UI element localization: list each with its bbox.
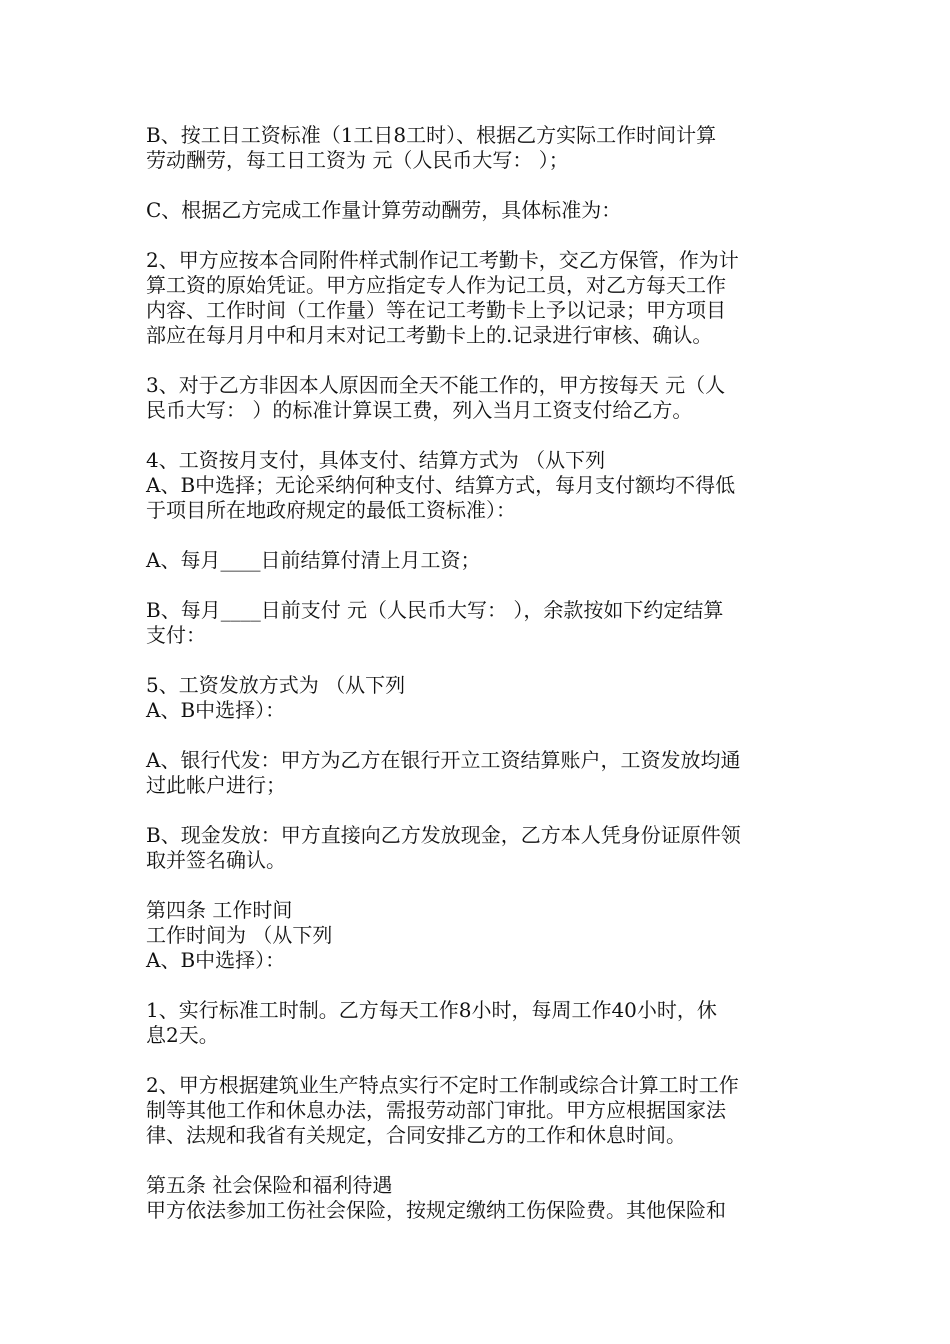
text-line: B、按工日工资标准（1工日8工时）、根据乙方实际工作时间计算 [146,123,717,147]
text-line: 民币大写： ）的标准计算误工费，列入当月工资支付给乙方。 [146,398,693,422]
text-line: B、每月____日前支付 元（人民币大写： ），余款按如下约定结算 [146,598,724,622]
paragraph-wage-by-workday [146,123,808,173]
section-article-5-social-insurance [146,1173,808,1223]
paragraph-wage-by-workload [146,198,808,223]
text-line: 部应在每月月中和月末对记工考勤卡上的.记录进行审核、确认。 [146,323,713,347]
text-line: A、B中选择）： [146,948,286,972]
text-line: A、银行代发：甲方为乙方在银行开立工资结算账户，工资发放均通 [146,748,741,772]
paragraph-payment-option-a [146,548,808,573]
paragraph-cash-payment [146,823,808,873]
paragraph-monthly-payment [146,448,808,523]
paragraph-payment-option-b [146,598,808,648]
text-line: 2、甲方应按本合同附件样式制作记工考勤卡，交乙方保管，作为计 [146,248,739,272]
text-line: 支付： [146,623,206,647]
section-heading: 第四条 工作时间 [146,898,293,922]
text-line: 内容、工作时间（工作量）等在记工考勤卡上予以记录；甲方项目 [146,298,726,322]
text-line: 4、工资按月支付，具体支付、结算方式为 （从下列 [146,448,606,472]
text-line: 取并签名确认。 [146,848,286,872]
text-line: A、B中选择）： [146,698,286,722]
text-line: 制等其他工作和休息办法，需报劳动部门审批。甲方应根据国家法 [146,1098,726,1122]
text-line: 过此帐户进行； [146,773,286,797]
text-line: 算工资的原始凭证。甲方应指定专人作为记工员，对乙方每天工作 [146,273,726,297]
document-body [146,123,808,1223]
text-line: 息2天。 [146,1023,219,1047]
text-line: B、现金发放：甲方直接向乙方发放现金，乙方本人凭身份证原件领 [146,823,741,847]
paragraph-bank-payment [146,748,808,798]
text-line: A、B中选择；无论采纳何种支付、结算方式，每月支付额均不得低 [146,473,736,497]
text-line: 1、实行标准工时制。乙方每天工作8小时，每周工作40小时，休 [146,998,717,1022]
text-line: 3、对于乙方非因本人原因而全天不能工作的，甲方按每天 元（人 [146,373,726,397]
text-line: 甲方依法参加工伤社会保险，按规定缴纳工伤保险费。其他保险和 [146,1198,726,1222]
paragraph-flexible-hours [146,1073,808,1148]
section-heading: 第五条 社会保险和福利待遇 [146,1173,393,1197]
paragraph-standard-hours [146,998,808,1048]
paragraph-payment-method [146,673,808,723]
text-line: C、根据乙方完成工作量计算劳动酬劳，具体标准为： [146,198,622,222]
text-line: 工作时间为 （从下列 [146,923,333,947]
text-line: A、每月____日前结算付清上月工资； [146,548,481,572]
text-line: 2、甲方根据建筑业生产特点实行不定时工作制或综合计算工时工作 [146,1073,739,1097]
text-line: 5、工资发放方式为 （从下列 [146,673,406,697]
section-article-4-working-hours [146,898,808,973]
paragraph-lost-work-fee [146,373,808,423]
text-line: 律、法规和我省有关规定，合同安排乙方的工作和休息时间。 [146,1123,686,1147]
paragraph-attendance-card [146,248,808,348]
text-line: 劳动酬劳，每工日工资为 元（人民币大写： ）； [146,148,569,172]
text-line: 于项目所在地政府规定的最低工资标准）： [146,498,516,522]
